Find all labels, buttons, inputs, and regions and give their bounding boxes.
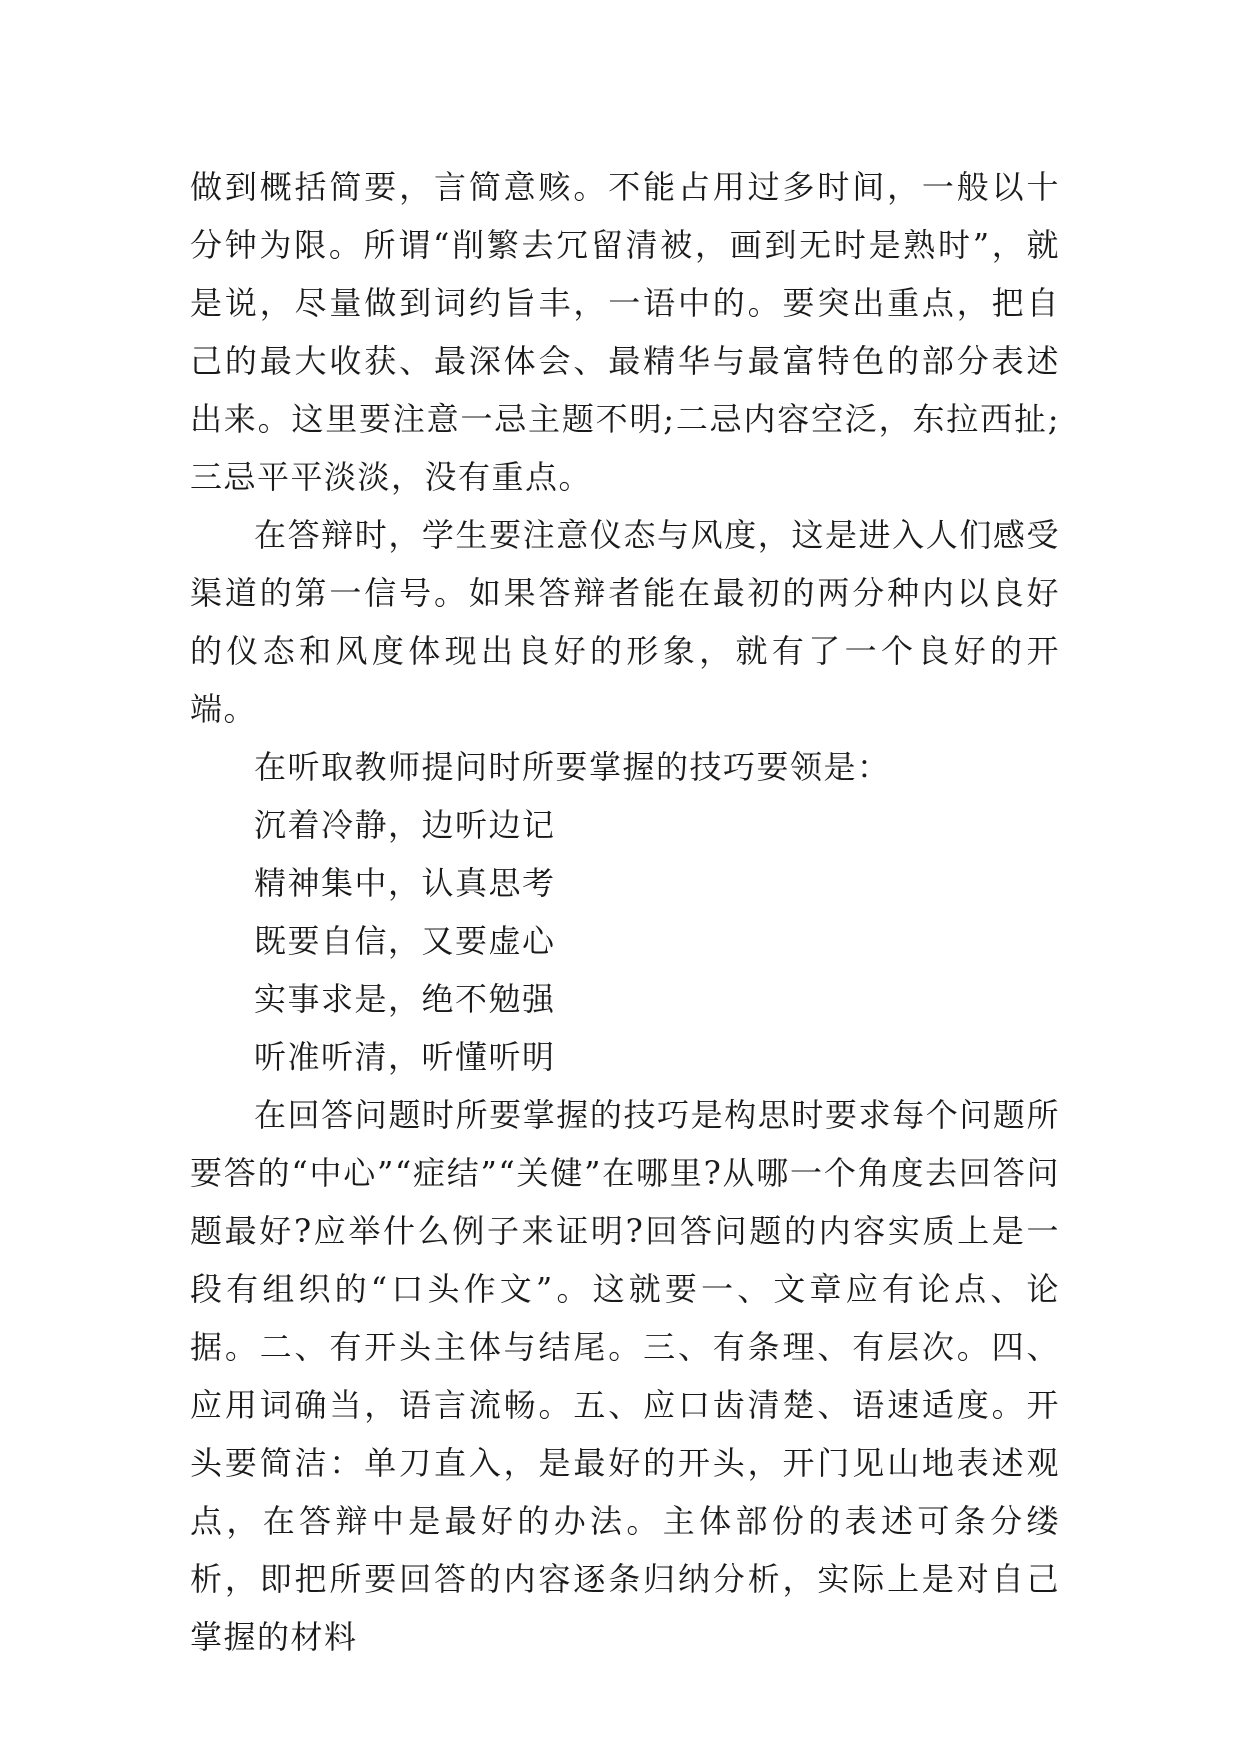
paragraph-4: 在回答问题时所要掌握的技巧是构思时要求每个问题所要答的“中心”“症结”“关健”在哪里?从哪一个角度去回答问题最好?应举什么例子来证明?回答问题的内容实质上是一段有组织的“口头作文”。这就要一、文章应有论点、论据。二、有开头主体与结尾。三、有条理、有层次。四、应用词确当，语言流畅。五、应口齿清楚、语速适度。开头要简洁：单刀直入，是最好的开头，开门见山地表述观点，在答辩中是最好的办法。主体部份的表述可条分缕析，即把所要回答的内容逐条归纳分析，实际上是对自己掌握的材料 (190, 1096, 1060, 1656)
paragraph-1: 做到概括简要，言简意赅。不能占用过多时间，一般以十分钟为限。所谓“削繁去冗留清被，画到无时是熟时”，就是说，尽量做到词约旨丰，一语中的。要突出重点，把自己的最大收获、最深体会、最精华与最富特色的部分表述出来。这里要注意一忌主题不明;二忌内容空泛，东拉西扯;三忌平平淡淡，没有重点。 (190, 168, 1060, 496)
list-item-1: 沉着冷静，边听边记 (254, 806, 556, 844)
document-body (190, 158, 1060, 1666)
paragraph-2: 在答辩时，学生要注意仪态与风度，这是进入人们感受渠道的第一信号。如果答辩者能在最初的两分种内以良好的仪态和风度体现出良好的形象，就有了一个良好的开端。 (190, 516, 1060, 728)
paragraph-3: 在听取教师提问时所要掌握的技巧要领是： (254, 748, 891, 786)
list-item-2: 精神集中，认真思考 (254, 864, 556, 902)
list-item-5: 听准听清，听懂听明 (254, 1038, 556, 1076)
list-item-3: 既要自信，又要虚心 (254, 922, 556, 960)
list-item-4: 实事求是，绝不勉强 (254, 980, 556, 1018)
